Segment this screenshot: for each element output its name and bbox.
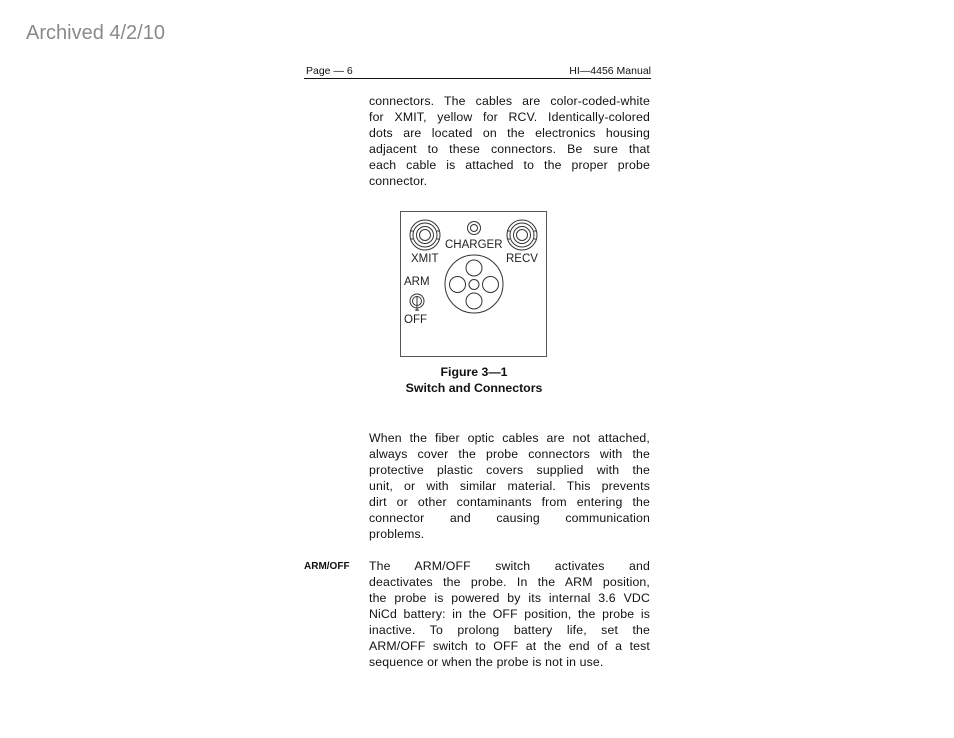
text-line: for XMIT, yellow for RCV. Identically-colored — [369, 110, 650, 124]
text-line: unit, or with similar material. This prevents — [369, 479, 650, 493]
charger-jack-icon — [468, 222, 481, 235]
text-line: The ARM/OFF switch activates and — [369, 559, 650, 573]
xmit-connector-icon — [410, 220, 440, 250]
text-line: connector. — [369, 174, 428, 188]
text-line: NiCd battery: in the OFF position, the probe is — [369, 607, 650, 621]
text-line: connector and causing communication — [369, 511, 650, 525]
xmit-label: XMIT — [411, 253, 439, 265]
paragraph-covers — [369, 430, 650, 542]
text-line: each cable is attached to the proper probe — [369, 158, 650, 172]
arm-off-switch-icon — [410, 294, 424, 311]
text-line: inactive. To prolong battery life, set the — [369, 623, 650, 637]
text-line: When the fiber optic cables are not attached, — [369, 431, 650, 445]
recv-label: RECV — [506, 253, 538, 265]
arm-label: ARM — [404, 276, 430, 288]
recv-connector-icon — [507, 220, 537, 250]
text-line: ARM/OFF switch to OFF at the end of a test — [369, 639, 650, 653]
side-heading-arm-off: ARM/OFF — [304, 561, 350, 572]
off-label: OFF — [404, 314, 427, 326]
text-line: protective plastic covers supplied with the — [369, 463, 650, 477]
text-line: deactivates the probe. In the ARM position, — [369, 575, 650, 589]
manual-title: HI—4456 Manual — [569, 65, 651, 77]
archived-stamp: Archived 4/2/10 — [26, 22, 165, 44]
charger-port-icon — [445, 255, 503, 313]
text-line: dirt or other contaminants from entering the — [369, 495, 650, 509]
charger-label: CHARGER — [445, 239, 503, 251]
paragraph-connectors — [369, 93, 650, 189]
text-line: always cover the probe connectors with the — [369, 447, 650, 461]
figure-number: Figure 3—1 — [440, 365, 508, 379]
paragraph-arm-off — [369, 558, 650, 670]
text-line: adjacent to these connectors. Be sure that — [369, 142, 650, 156]
text-line: sequence or when the probe is not in use. — [369, 655, 604, 669]
text-line: problems. — [369, 527, 425, 541]
page-number: Page — 6 — [306, 65, 353, 77]
text-line: dots are located on the electronics housing — [369, 126, 650, 140]
text-line: connectors. The cables are color-coded-white — [369, 94, 650, 108]
figure-caption: Switch and Connectors — [405, 381, 543, 395]
text-line: the probe is powered by its internal 3.6 VDC — [369, 591, 650, 605]
page-header — [304, 65, 651, 79]
switch-connectors-figure — [400, 211, 547, 357]
